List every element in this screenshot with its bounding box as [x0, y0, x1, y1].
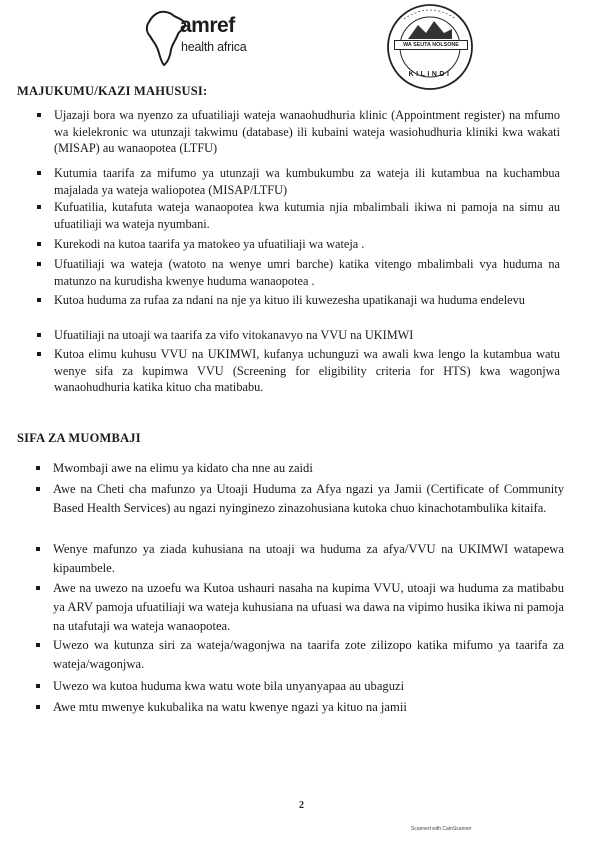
amref-logo [144, 10, 294, 70]
bullet-icon [36, 705, 40, 709]
page-number: 2 [299, 800, 304, 811]
bullet-icon [37, 298, 41, 302]
list-item-text: Uwezo wa kutoa huduma kwa watu wote bila unyanyapaa au ubaguzi [53, 679, 405, 693]
bullet-icon [37, 113, 41, 117]
bullet-icon [37, 171, 41, 175]
bullet-icon [37, 242, 41, 246]
list-item-text: Awe na uwezo na uzoefu wa Kutoa ushauri nasaha na kupima VVU, utoaji wa huduma za matibabu ya ARV pamoja ufuatiliaji wa wateja kuhusiana na ufuasi wa dawa na vipimo husika ikiwa ni pamoja na utafutaji wa wateja wanaopotea. [53, 581, 564, 633]
bullet-icon [36, 586, 40, 590]
amref-wordmark: amref [180, 14, 235, 37]
duties-heading: MAJUKUMU/KAZI MAHUSUSI: [17, 84, 208, 98]
list-item-text: Uwezo wa kutunza siri za wateja/wagonjwa na taarifa zote zilizopo katika mifumo ya taarifa za wateja/wagonjwa. [53, 638, 564, 671]
seal-bottom-text: KILINDI [408, 71, 452, 78]
list-item-text: Ufuatiliaji na utoaji wa taarifa za vifo vitokanavyo na VVU na UKIMWI [54, 328, 414, 342]
bullet-icon [37, 262, 41, 266]
list-item-text: Ujazaji bora wa nyenzo za ufuatiliaji wateja wanaohudhuria klinic (Appointment register) na mfumo wa kielekronic wa utunzaji takwimu (database) ili kubaini wateja wasiohudhuria kliniki kwa wakati (MISAP) au wanaopotea (LTFU) [54, 108, 560, 155]
list-item-text: Wenye mafunzo ya ziada kuhusiana na utoaji wa huduma za afya/VVU na UKIMWI watapewa kipaumbele. [53, 542, 564, 575]
list-item-text: Mwombaji awe na elimu ya kidato cha nne au zaidi [53, 461, 313, 475]
seal-inner-text: WA SEUTA NOLSONE [394, 40, 468, 50]
list-item-text: Kutoa elimu kuhusu VVU na UKIMWI, kufanya uchunguzi wa awali kwa lengo la kutambua watu wenye sifa za kupimwa VVU (Screening for eligibility criteria for HTS) kwa wagonjwa wanaohudhuria katika kituo cha matibabu. [54, 347, 560, 394]
bullet-icon [36, 466, 40, 470]
list-item-text: Kurekodi na kutoa taarifa ya matokeo ya ufuatiliaji wa wateja . [54, 237, 365, 251]
bullet-icon [37, 205, 41, 209]
list-item-text: Kufuatilia, kutafuta wateja wanaopotea kwa kutumia njia mbalimbali ikiwa ni pamoja na simu au ufuatiliaji wa wateja nyumbani. [54, 200, 560, 231]
list-item-text: Kutumia taarifa za mifumo ya utunzaji wa kumbukumbu za wateja ili kutambua na kuchambua majalada ya wateja waliopotea (MISAP/LTFU) [54, 166, 560, 197]
qualifications-heading: SIFA ZA MUOMBAJI [17, 431, 141, 445]
list-item-text: Ufuatiliaji wa wateja (watoto na wenye umri barche) katika vitengo mbalimbali vya huduma na matunzo na kurudisha kwenye huduma wanaopotea . [54, 257, 560, 288]
list-item-text: Kutoa huduma za rufaa za ndani na nje ya kituo ili kuwezesha upatikanaji wa huduma endelevu [54, 293, 525, 307]
bullet-icon [37, 333, 41, 337]
bullet-icon [37, 352, 41, 356]
bullet-icon [36, 684, 40, 688]
scanner-watermark: Scanned with CamScanner [411, 826, 472, 832]
bullet-icon [36, 547, 40, 551]
amref-subtitle: health africa [181, 40, 247, 54]
bullet-icon [36, 487, 40, 491]
bullet-icon [36, 643, 40, 647]
list-item-text: Awe na Cheti cha mafunzo ya Utoaji Huduma za Afya ngazi ya Jamii (Certificate of Community Based Health Services) au ngazi nyinginezo zinazohusiana kutoka chuo kinachotambulika kitaifa. [53, 482, 564, 515]
district-seal [386, 3, 474, 91]
list-item-text: Awe mtu mwenye kukubalika na watu kwenye ngazi ya kituo na jamii [53, 700, 407, 714]
